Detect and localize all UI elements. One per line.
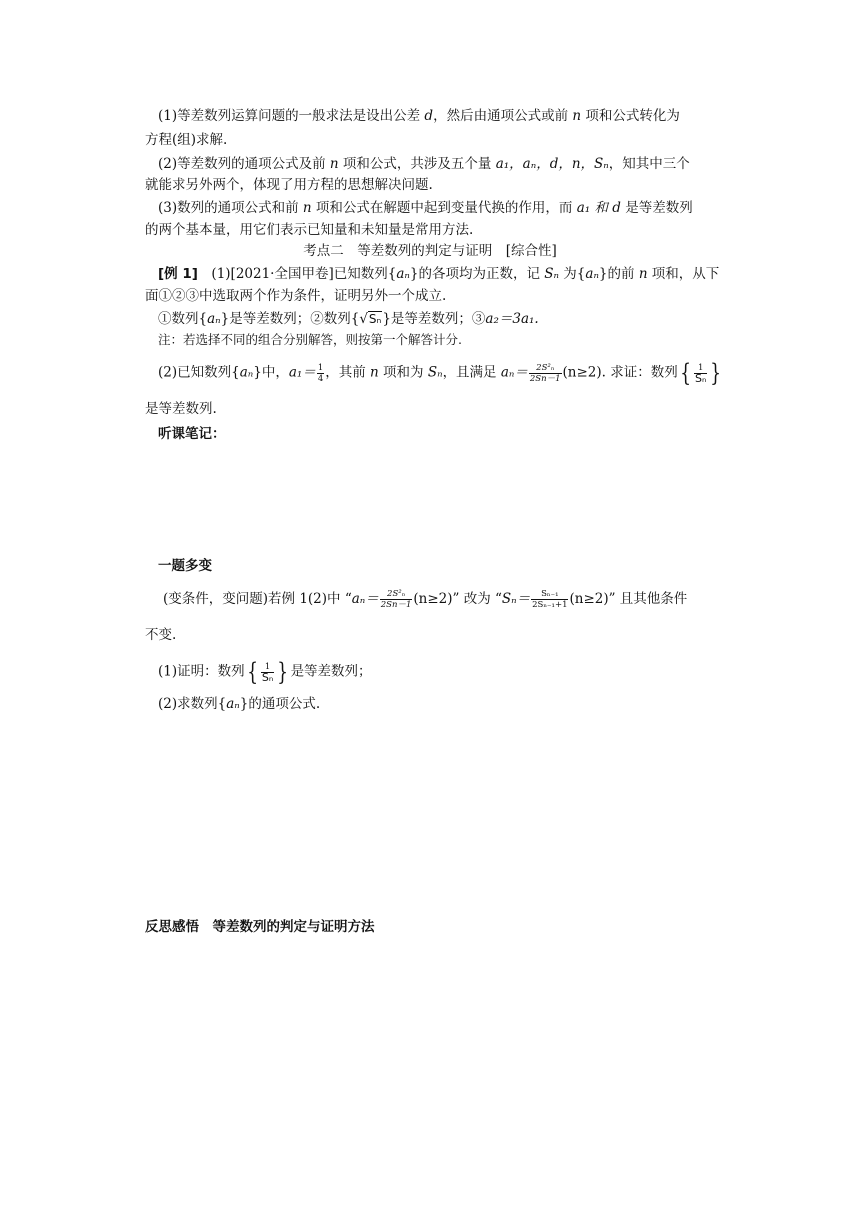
fraction-one-over-sn — [261, 662, 274, 683]
text: ①数列{ — [158, 311, 208, 327]
notes-label: 听课笔记： — [158, 426, 226, 442]
summary-point-3-line-2: 的两个基本量，用它们表示已知量和未知量是常用方法. — [145, 222, 474, 238]
var-an: aₙ — [585, 266, 599, 282]
text: (1)[2021·全国甲卷]已知数列{ — [197, 266, 397, 282]
fraction-an-formula — [380, 589, 413, 610]
text: }中， — [253, 364, 289, 381]
text: }是等差数列；②数列{ — [220, 311, 360, 327]
var-n: n — [329, 156, 339, 172]
fraction-an-formula — [529, 363, 562, 384]
denominator: Sₙ — [695, 371, 707, 385]
text: (n≥2). 求证：数列 — [562, 364, 678, 381]
text: (3)数列的通项公式和前 — [158, 200, 303, 216]
numerator: 1 — [261, 662, 274, 673]
section-title: 考点二 等差数列的判定与证明 [综合性] — [303, 243, 557, 259]
var-an: aₙ — [226, 696, 240, 712]
variables: a₁ 和 d — [576, 200, 621, 216]
sqrt-radicand: Sₙ — [368, 312, 382, 326]
denominator: 2Sn－1 — [380, 600, 412, 610]
var-d: d — [424, 108, 434, 124]
numerator: 2S²ₙ — [380, 589, 413, 600]
variables: a₁，aₙ，d，n，Sₙ — [495, 156, 609, 172]
var-an: aₙ — [239, 364, 254, 381]
var-sn: Sₙ — [544, 266, 559, 282]
var-an-eq: aₙ＝ — [500, 364, 528, 381]
var-sn: Sₙ — [427, 364, 443, 381]
variant-intro-line-2: 不变. — [145, 627, 177, 643]
numerator: Sₙ₋₁ — [531, 589, 568, 600]
numerator: 1 — [694, 363, 707, 374]
numerator: 1 — [317, 362, 324, 373]
denominator: 2Sn－1 — [529, 373, 561, 384]
reflection-heading: 反思感悟 等差数列的判定与证明方法 — [145, 919, 375, 935]
text: 项和公式，共涉及五个量 — [338, 156, 496, 172]
text: 项和为 — [378, 364, 428, 381]
text: 为{ — [559, 266, 586, 282]
sqrt-icon: √ — [359, 311, 368, 327]
text: ，且满足 — [442, 364, 501, 381]
text: (n≥2)” 改为 “ — [413, 591, 502, 607]
text: 是等差数列 — [620, 200, 693, 216]
var-a1: a₁＝ — [288, 364, 316, 381]
text: (2)已知数列{ — [158, 364, 240, 381]
denominator: Sₙ — [261, 670, 274, 684]
summary-point-2-line-2: 就能求另外两个，体现了用方程的思想解决问题. — [145, 177, 433, 193]
text: }的各项均为正数，记 — [409, 266, 545, 282]
var-sn-eq: Sₙ＝ — [501, 591, 531, 607]
text: (2)等差数列的通项公式及前 — [158, 156, 330, 172]
text: (变条件，变问题)若例 1(2)中 “ — [163, 591, 352, 607]
var-an-eq: aₙ＝ — [351, 591, 379, 607]
text: }是等差数列；③ — [382, 311, 486, 327]
numerator: 2S²ₙ — [529, 363, 562, 374]
text: }的前 — [598, 266, 639, 282]
text: ，知其中三个 — [608, 156, 690, 172]
example-1-note: 注：若选择不同的组合分别解答，则按第一个解答计分. — [158, 332, 462, 347]
text: 项和公式在解题中起到变量代换的作用，而 — [311, 200, 577, 216]
summary-point-1-line-2: 方程(组)求解. — [145, 132, 228, 148]
example-label: [例 1] — [158, 266, 198, 282]
variant-heading: 一题多变 — [158, 558, 212, 574]
var-an: aₙ — [207, 311, 221, 327]
variant-question-1 — [158, 660, 372, 684]
fraction-one-quarter — [317, 363, 324, 384]
var-an: aₙ — [396, 266, 410, 282]
text: (1)等差数列运算问题的一般求法是设出公差 — [158, 108, 425, 124]
var-n: n — [638, 266, 648, 282]
summary-point-2 — [158, 154, 690, 174]
left-brace-icon: { — [246, 658, 258, 686]
var-n: n — [302, 200, 312, 216]
right-brace-icon: } — [710, 359, 722, 387]
left-brace-icon: { — [680, 359, 691, 387]
text: ，其前 — [325, 364, 371, 381]
summary-point-1 — [158, 106, 680, 126]
example-1-part-2 — [158, 361, 724, 385]
text: 项和公式转化为 — [581, 108, 680, 124]
denominator: 2Sₙ₋₁+1 — [532, 600, 568, 610]
var-n: n — [572, 108, 582, 124]
text: }的通项公式. — [239, 696, 321, 712]
text: 是等差数列； — [290, 663, 372, 680]
text: 项和，从下 — [647, 266, 720, 282]
text: ，然后由通项公式或前 — [433, 108, 573, 124]
variant-question-2 — [158, 694, 320, 714]
summary-point-3 — [158, 198, 693, 218]
example-1-part-1-line-2: 面①②③中选取两个作为条件，证明另外一个成立. — [145, 288, 447, 304]
fraction-sn-formula — [531, 589, 568, 610]
example-1-conditions — [158, 309, 539, 329]
variant-intro — [163, 589, 687, 610]
fraction-one-over-sn — [694, 363, 707, 384]
example-1-part-1 — [158, 264, 719, 284]
text: (n≥2)” 且其他条件 — [569, 591, 688, 607]
var-n: n — [370, 364, 379, 381]
text: (2)求数列{ — [158, 696, 227, 712]
text: (1)证明：数列 — [158, 663, 245, 680]
right-brace-icon: } — [277, 658, 289, 686]
example-1-part-2-line-2: 是等差数列. — [145, 401, 217, 417]
condition-3: a₂＝3a₁. — [485, 311, 539, 327]
denominator: 4 — [317, 373, 324, 384]
